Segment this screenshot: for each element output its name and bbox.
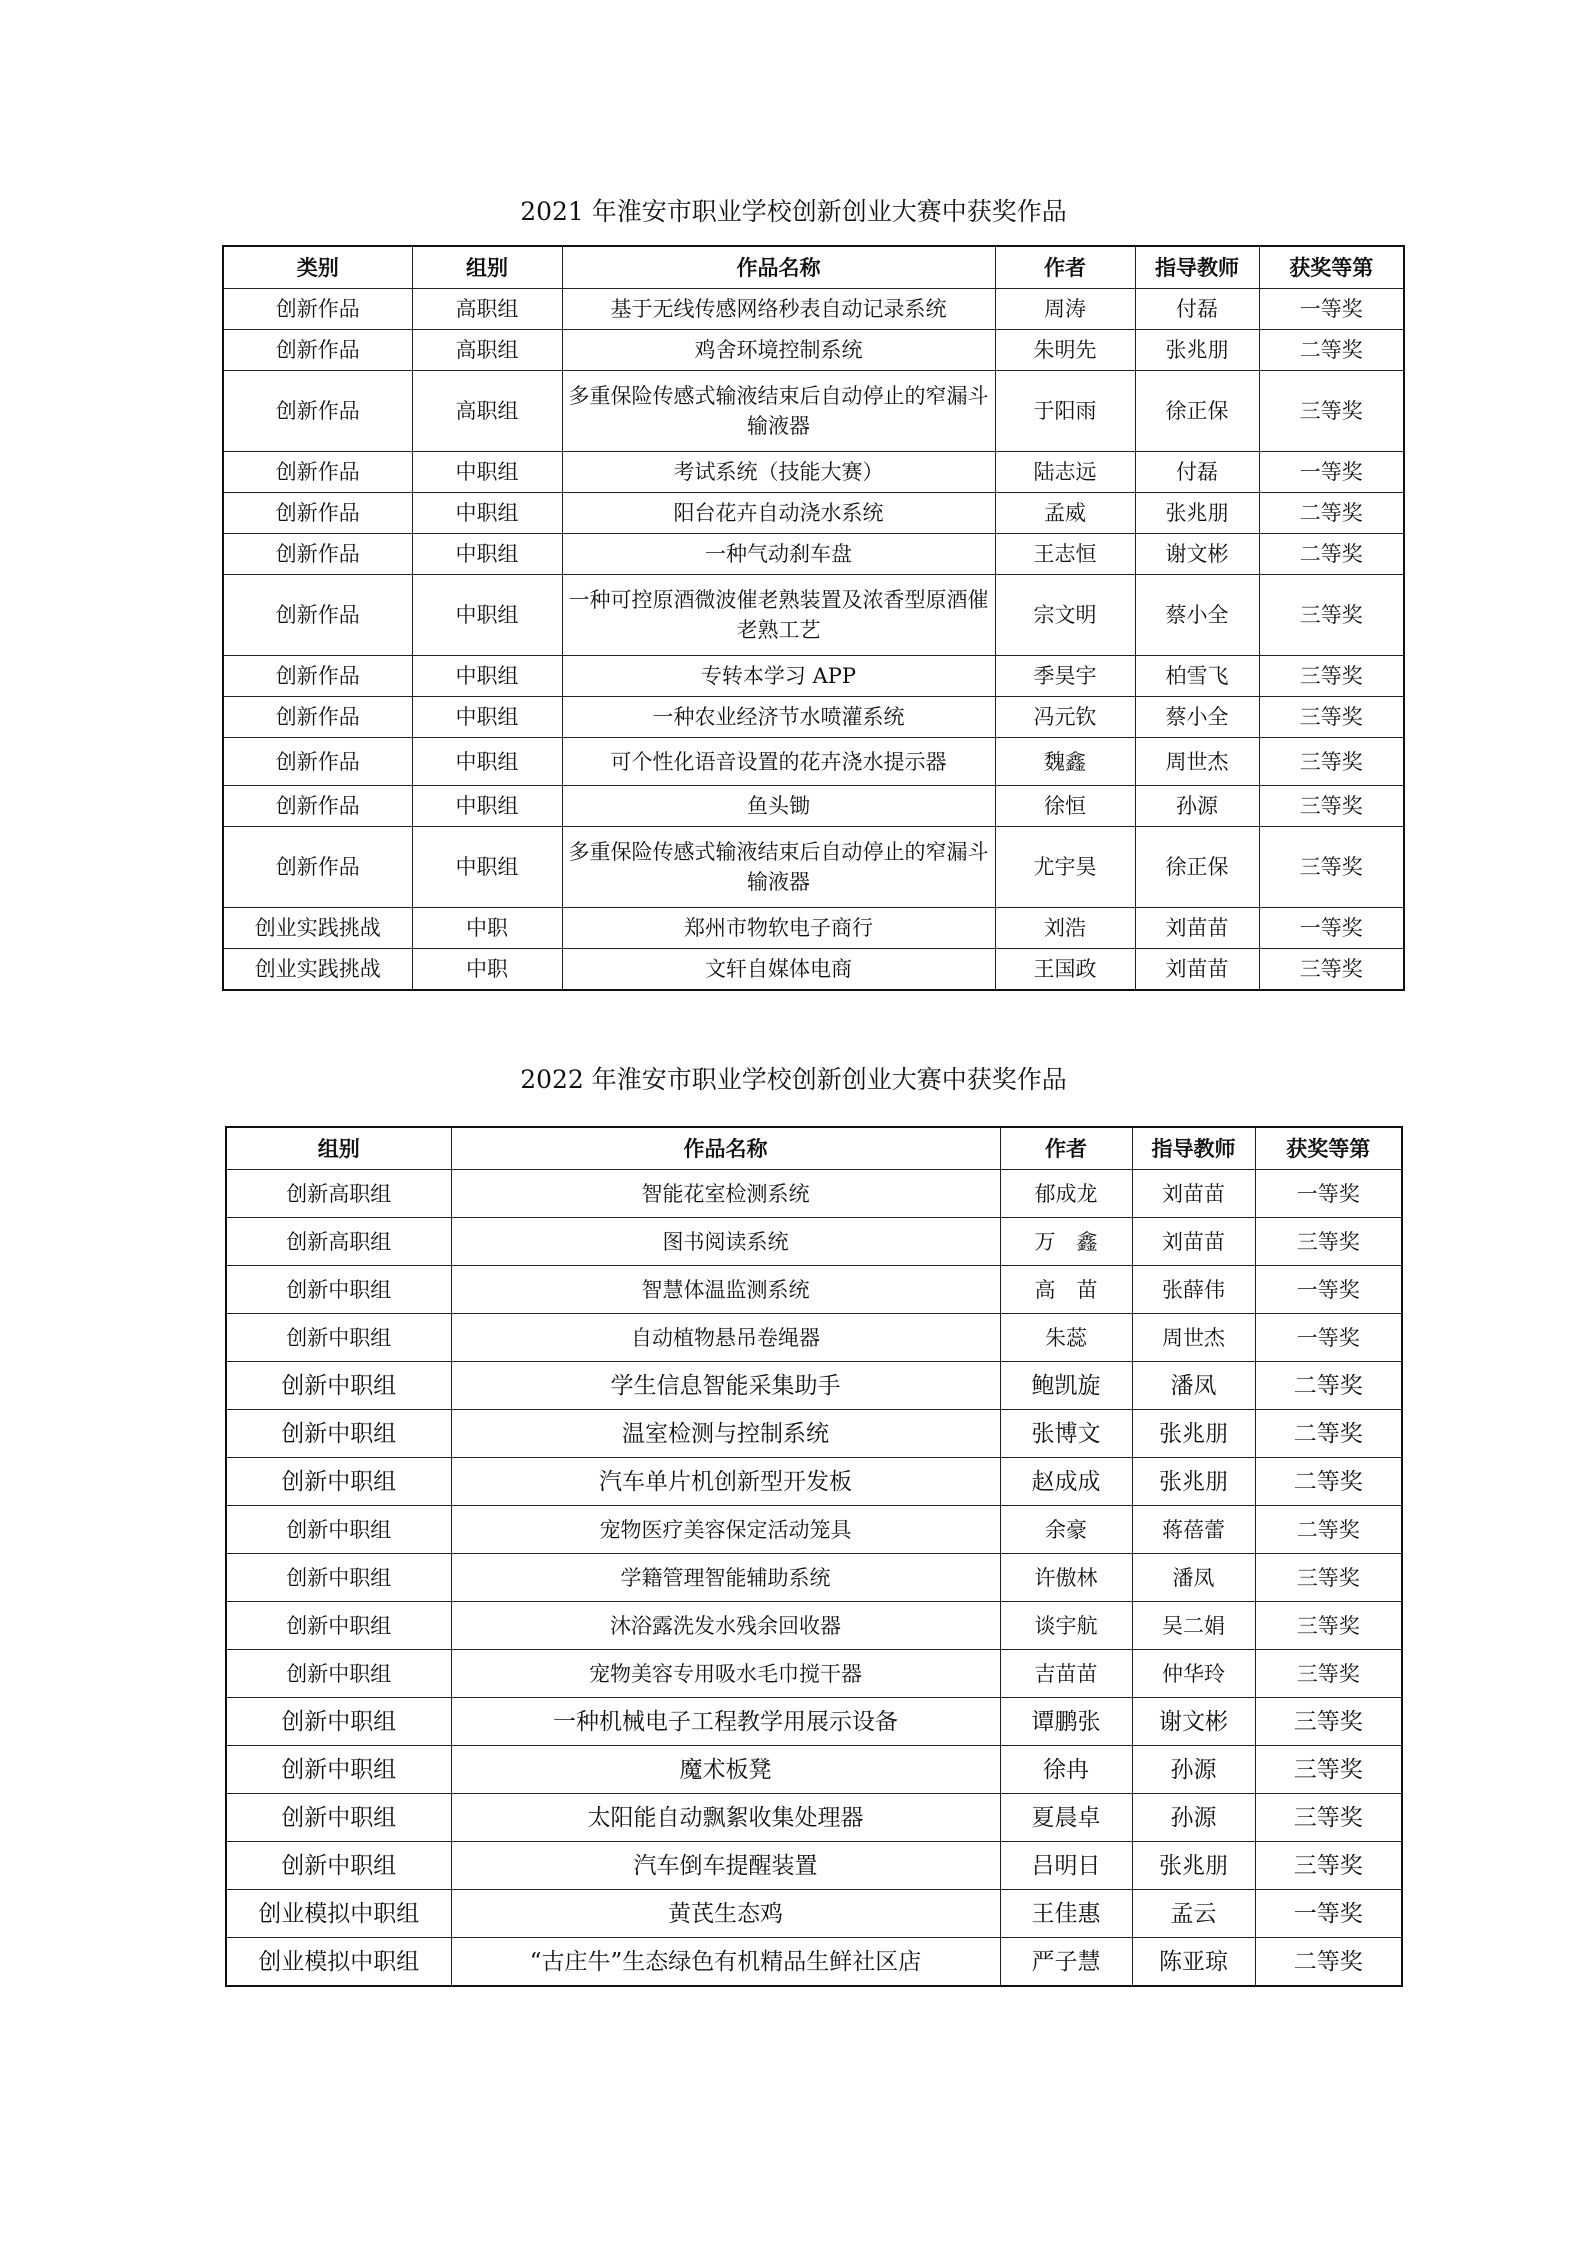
table-row (223, 697, 1404, 738)
cell-work-name: 鱼头锄 (562, 786, 995, 827)
cell-group: 创新中职组 (226, 1362, 451, 1410)
table-row (226, 1794, 1402, 1842)
cell-group: 创新中职组 (226, 1410, 451, 1458)
cell-award: 三等奖 (1259, 575, 1404, 656)
table-row (223, 534, 1404, 575)
cell-category: 创新作品 (223, 289, 412, 330)
cell-author: 王国政 (995, 949, 1135, 991)
table-row (226, 1890, 1402, 1938)
cell-work-name: 汽车倒车提醒装置 (451, 1842, 1000, 1890)
cell-work-name: 图书阅读系统 (451, 1218, 1000, 1266)
cell-teacher: 潘凤 (1132, 1362, 1255, 1410)
header-group: 组别 (412, 246, 562, 289)
cell-group: 创新高职组 (226, 1170, 451, 1218)
cell-award: 三等奖 (1255, 1794, 1402, 1842)
cell-author: 郁成龙 (1000, 1170, 1132, 1218)
cell-work-name: 基于无线传感网络秒表自动记录系统 (562, 289, 995, 330)
table-row (223, 786, 1404, 827)
table-row (226, 1314, 1402, 1362)
cell-award: 二等奖 (1255, 1506, 1402, 1554)
cell-teacher: 谢文彬 (1135, 534, 1259, 575)
cell-award: 一等奖 (1255, 1266, 1402, 1314)
table-row (226, 1650, 1402, 1698)
cell-category: 创新作品 (223, 452, 412, 493)
cell-author: 高 苗 (1000, 1266, 1132, 1314)
cell-author: 吉苗苗 (1000, 1650, 1132, 1698)
cell-award: 一等奖 (1259, 289, 1404, 330)
cell-group: 创新中职组 (226, 1698, 451, 1746)
cell-category: 创新作品 (223, 697, 412, 738)
cell-teacher: 孟云 (1132, 1890, 1255, 1938)
table-row (223, 827, 1404, 908)
table-row (226, 1458, 1402, 1506)
cell-group: 创新中职组 (226, 1650, 451, 1698)
cell-teacher: 刘苗苗 (1132, 1170, 1255, 1218)
cell-teacher: 张兆朋 (1132, 1410, 1255, 1458)
cell-group: 中职组 (412, 452, 562, 493)
cell-group: 创新中职组 (226, 1794, 451, 1842)
cell-teacher: 徐正保 (1135, 371, 1259, 452)
table-header-row (223, 246, 1404, 289)
cell-category: 创新作品 (223, 330, 412, 371)
cell-group: 创新中职组 (226, 1266, 451, 1314)
cell-teacher: 蔡小全 (1135, 575, 1259, 656)
cell-teacher: 仲华玲 (1132, 1650, 1255, 1698)
cell-award: 三等奖 (1259, 827, 1404, 908)
header-award: 获奖等第 (1259, 246, 1404, 289)
cell-author: 尤宇昊 (995, 827, 1135, 908)
cell-work-name: 多重保险传感式输液结束后自动停止的窄漏斗输液器 (562, 827, 995, 908)
cell-category: 创新作品 (223, 738, 412, 786)
cell-teacher: 孙源 (1135, 786, 1259, 827)
cell-work-name: 智能花室检测系统 (451, 1170, 1000, 1218)
cell-category: 创业实践挑战 (223, 908, 412, 949)
cell-teacher: 张兆朋 (1132, 1458, 1255, 1506)
cell-work-name: 智慧体温监测系统 (451, 1266, 1000, 1314)
cell-award: 三等奖 (1255, 1842, 1402, 1890)
cell-work-name: 学籍管理智能辅助系统 (451, 1554, 1000, 1602)
cell-award: 三等奖 (1255, 1602, 1402, 1650)
cell-group: 创新高职组 (226, 1218, 451, 1266)
cell-author: 严子慧 (1000, 1938, 1132, 1987)
cell-award: 二等奖 (1259, 330, 1404, 371)
cell-category: 创业实践挑战 (223, 949, 412, 991)
header-author: 作者 (995, 246, 1135, 289)
cell-author: 徐恒 (995, 786, 1135, 827)
cell-work-name: 一种气动刹车盘 (562, 534, 995, 575)
table-row (226, 1554, 1402, 1602)
table-row (226, 1362, 1402, 1410)
header-teacher: 指导教师 (1135, 246, 1259, 289)
cell-teacher: 付磊 (1135, 289, 1259, 330)
cell-author: 吕明日 (1000, 1842, 1132, 1890)
cell-group: 中职组 (412, 827, 562, 908)
cell-author: 赵成成 (1000, 1458, 1132, 1506)
cell-teacher: 刘苗苗 (1132, 1218, 1255, 1266)
cell-teacher: 张薛伟 (1132, 1266, 1255, 1314)
cell-author: 万 鑫 (1000, 1218, 1132, 1266)
cell-group: 中职组 (412, 575, 562, 656)
cell-teacher: 孙源 (1132, 1794, 1255, 1842)
cell-work-name: 自动植物悬吊卷绳器 (451, 1314, 1000, 1362)
awards-table-2022 (225, 1126, 1403, 1987)
cell-work-name: 宠物美容专用吸水毛巾搅干器 (451, 1650, 1000, 1698)
cell-work-name: 鸡舍环境控制系统 (562, 330, 995, 371)
cell-group: 高职组 (412, 289, 562, 330)
cell-author: 于阳雨 (995, 371, 1135, 452)
cell-group: 中职组 (412, 697, 562, 738)
cell-group: 创新中职组 (226, 1314, 451, 1362)
cell-group: 中职组 (412, 656, 562, 697)
cell-group: 中职 (412, 949, 562, 991)
cell-teacher: 蔡小全 (1135, 697, 1259, 738)
table-row (226, 1506, 1402, 1554)
cell-teacher: 刘苗苗 (1135, 908, 1259, 949)
cell-teacher: 谢文彬 (1132, 1698, 1255, 1746)
table-row (226, 1170, 1402, 1218)
cell-group: 中职组 (412, 738, 562, 786)
cell-award: 一等奖 (1255, 1170, 1402, 1218)
cell-award: 一等奖 (1255, 1890, 1402, 1938)
cell-group: 创新中职组 (226, 1458, 451, 1506)
header-teacher: 指导教师 (1132, 1127, 1255, 1170)
cell-category: 创新作品 (223, 493, 412, 534)
cell-award: 一等奖 (1259, 452, 1404, 493)
table-row (223, 452, 1404, 493)
cell-teacher: 周世杰 (1132, 1314, 1255, 1362)
cell-award: 二等奖 (1259, 493, 1404, 534)
cell-teacher: 徐正保 (1135, 827, 1259, 908)
cell-author: 周涛 (995, 289, 1135, 330)
cell-group: 创新中职组 (226, 1842, 451, 1890)
cell-group: 创新中职组 (226, 1554, 451, 1602)
cell-work-name: 多重保险传感式输液结束后自动停止的窄漏斗输液器 (562, 371, 995, 452)
table-row (226, 1746, 1402, 1794)
table-row (223, 949, 1404, 991)
cell-group: 中职组 (412, 534, 562, 575)
awards-table-2021 (222, 245, 1405, 991)
cell-teacher: 刘苗苗 (1135, 949, 1259, 991)
cell-group: 高职组 (412, 371, 562, 452)
cell-work-name: 魔术板凳 (451, 1746, 1000, 1794)
table-row (223, 371, 1404, 452)
table-row (223, 493, 1404, 534)
cell-group: 中职组 (412, 786, 562, 827)
cell-author: 王志恒 (995, 534, 1135, 575)
cell-work-name: 黄芪生态鸡 (451, 1890, 1000, 1938)
header-author: 作者 (1000, 1127, 1132, 1170)
cell-group: 创业模拟中职组 (226, 1938, 451, 1987)
cell-work-name: 郑州市物软电子商行 (562, 908, 995, 949)
cell-award: 三等奖 (1255, 1218, 1402, 1266)
cell-award: 二等奖 (1255, 1458, 1402, 1506)
cell-teacher: 吴二娟 (1132, 1602, 1255, 1650)
table-row (226, 1698, 1402, 1746)
cell-teacher: 蒋蓓蕾 (1132, 1506, 1255, 1554)
title-2022: 2022 年淮安市职业学校创新创业大赛中获奖作品 (520, 1065, 1067, 1094)
cell-award: 一等奖 (1259, 908, 1404, 949)
cell-group: 创新中职组 (226, 1602, 451, 1650)
header-group: 组别 (226, 1127, 451, 1170)
title-2021: 2021 年淮安市职业学校创新创业大赛中获奖作品 (520, 197, 1067, 226)
cell-award: 三等奖 (1259, 738, 1404, 786)
cell-work-name: 阳台花卉自动浇水系统 (562, 493, 995, 534)
cell-author: 季昊宇 (995, 656, 1135, 697)
cell-author: 徐冉 (1000, 1746, 1132, 1794)
table-row (226, 1266, 1402, 1314)
cell-work-name: 一种可控原酒微波催老熟装置及浓香型原酒催老熟工艺 (562, 575, 995, 656)
cell-author: 谭鹏张 (1000, 1698, 1132, 1746)
cell-work-name: “古庄牛”生态绿色有机精品生鲜社区店 (451, 1938, 1000, 1987)
cell-teacher: 张兆朋 (1135, 493, 1259, 534)
cell-work-name: 学生信息智能采集助手 (451, 1362, 1000, 1410)
cell-work-name: 沐浴露洗发水残余回收器 (451, 1602, 1000, 1650)
cell-author: 朱蕊 (1000, 1314, 1132, 1362)
cell-award: 二等奖 (1259, 534, 1404, 575)
cell-award: 三等奖 (1259, 371, 1404, 452)
cell-author: 刘浩 (995, 908, 1135, 949)
cell-author: 孟威 (995, 493, 1135, 534)
cell-group: 创新中职组 (226, 1506, 451, 1554)
cell-author: 冯元钦 (995, 697, 1135, 738)
cell-work-name: 考试系统（技能大赛） (562, 452, 995, 493)
cell-award: 三等奖 (1255, 1650, 1402, 1698)
cell-category: 创新作品 (223, 534, 412, 575)
cell-teacher: 潘凤 (1132, 1554, 1255, 1602)
cell-category: 创新作品 (223, 827, 412, 908)
cell-author: 张博文 (1000, 1410, 1132, 1458)
table-row (226, 1410, 1402, 1458)
cell-author: 鲍凯旋 (1000, 1362, 1132, 1410)
table-row (223, 908, 1404, 949)
cell-award: 三等奖 (1259, 697, 1404, 738)
cell-work-name: 专转本学习 APP (562, 656, 995, 697)
table-row (223, 330, 1404, 371)
cell-award: 三等奖 (1259, 949, 1404, 991)
cell-award: 二等奖 (1255, 1410, 1402, 1458)
header-award: 获奖等第 (1255, 1127, 1402, 1170)
header-work-name: 作品名称 (562, 246, 995, 289)
cell-teacher: 孙源 (1132, 1746, 1255, 1794)
cell-group: 中职 (412, 908, 562, 949)
table-row (226, 1842, 1402, 1890)
cell-teacher: 张兆朋 (1135, 330, 1259, 371)
cell-author: 魏鑫 (995, 738, 1135, 786)
cell-category: 创新作品 (223, 786, 412, 827)
cell-group: 创新中职组 (226, 1746, 451, 1794)
cell-group: 中职组 (412, 493, 562, 534)
cell-author: 余豪 (1000, 1506, 1132, 1554)
cell-award: 三等奖 (1255, 1746, 1402, 1794)
cell-work-name: 太阳能自动飘絮收集处理器 (451, 1794, 1000, 1842)
cell-work-name: 温室检测与控制系统 (451, 1410, 1000, 1458)
cell-category: 创新作品 (223, 371, 412, 452)
table-row (223, 738, 1404, 786)
cell-award: 二等奖 (1255, 1938, 1402, 1987)
table-header-row (226, 1127, 1402, 1170)
cell-category: 创新作品 (223, 656, 412, 697)
cell-category: 创新作品 (223, 575, 412, 656)
table-row (223, 289, 1404, 330)
cell-author: 陆志远 (995, 452, 1135, 493)
cell-teacher: 柏雪飞 (1135, 656, 1259, 697)
cell-award: 一等奖 (1255, 1314, 1402, 1362)
cell-work-name: 文轩自媒体电商 (562, 949, 995, 991)
cell-teacher: 陈亚琼 (1132, 1938, 1255, 1987)
cell-group: 高职组 (412, 330, 562, 371)
header-category: 类别 (223, 246, 412, 289)
cell-work-name: 一种农业经济节水喷灌系统 (562, 697, 995, 738)
cell-teacher: 付磊 (1135, 452, 1259, 493)
cell-author: 宗文明 (995, 575, 1135, 656)
table-row (226, 1602, 1402, 1650)
cell-work-name: 宠物医疗美容保定活动笼具 (451, 1506, 1000, 1554)
cell-work-name: 可个性化语音设置的花卉浇水提示器 (562, 738, 995, 786)
cell-author: 朱明先 (995, 330, 1135, 371)
cell-teacher: 张兆朋 (1132, 1842, 1255, 1890)
table-row (223, 656, 1404, 697)
table-row (226, 1218, 1402, 1266)
cell-work-name: 一种机械电子工程教学用展示设备 (451, 1698, 1000, 1746)
table-row (223, 575, 1404, 656)
cell-group: 创业模拟中职组 (226, 1890, 451, 1938)
cell-award: 二等奖 (1255, 1362, 1402, 1410)
cell-award: 三等奖 (1255, 1698, 1402, 1746)
cell-award: 三等奖 (1259, 786, 1404, 827)
cell-author: 夏晨卓 (1000, 1794, 1132, 1842)
header-work-name: 作品名称 (451, 1127, 1000, 1170)
table-row (226, 1938, 1402, 1987)
cell-work-name: 汽车单片机创新型开发板 (451, 1458, 1000, 1506)
cell-author: 许傲林 (1000, 1554, 1132, 1602)
cell-award: 三等奖 (1259, 656, 1404, 697)
cell-award: 三等奖 (1255, 1554, 1402, 1602)
cell-author: 谈宇航 (1000, 1602, 1132, 1650)
cell-author: 王佳惠 (1000, 1890, 1132, 1938)
cell-teacher: 周世杰 (1135, 738, 1259, 786)
